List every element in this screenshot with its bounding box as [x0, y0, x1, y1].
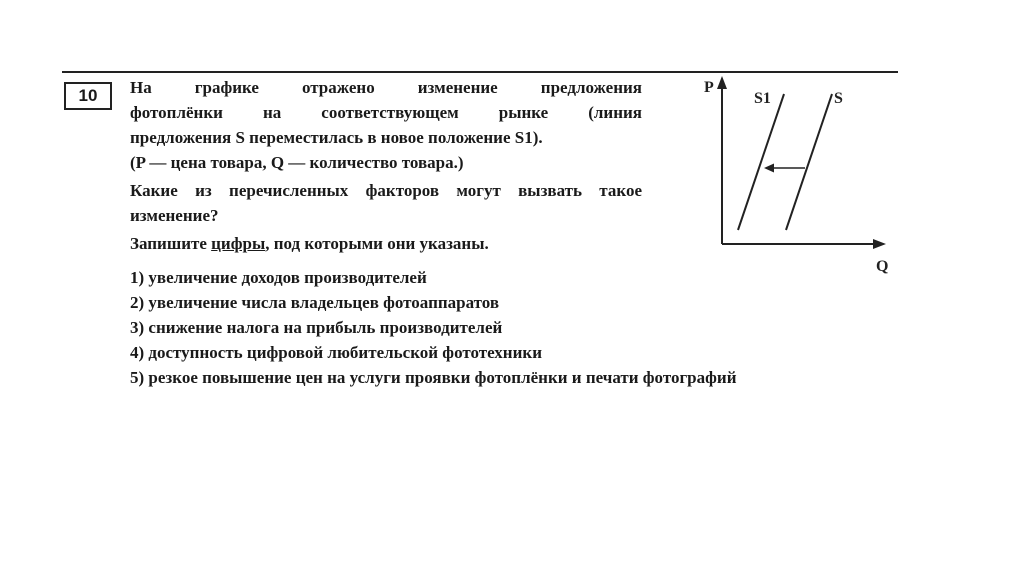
- supply-curve-s: [786, 94, 832, 230]
- curve-s1-label: S1: [754, 90, 771, 107]
- question-text: [130, 75, 642, 256]
- ask-line-1: Какие из перечисленных факторов могут вызвать такое: [130, 181, 642, 200]
- task-number-box: [64, 82, 112, 110]
- question-line-1: На графике отражено изменение предложения: [130, 78, 642, 97]
- option-5: 5) резкое повышение цен на услуги проявки фотоплёнки и печати фотографий: [130, 368, 737, 387]
- instruction-before: Запишите: [130, 234, 212, 253]
- ask-line-2: изменение?: [130, 206, 219, 225]
- instruction-emphasis: цифры: [211, 234, 266, 253]
- option-3: 3) снижение налога на прибыль производителей: [130, 318, 503, 337]
- supply-curve-s1: [738, 94, 784, 230]
- curve-s-label: S: [834, 90, 843, 107]
- option-1: 1) увеличение доходов производителей: [130, 268, 427, 287]
- x-axis-arrowhead: [873, 239, 886, 249]
- question-line-4: (P — цена товара, Q — количество товара.): [130, 153, 464, 172]
- y-axis-arrowhead: [717, 76, 727, 89]
- option-4: 4) доступность цифровой любительской фототехники: [130, 343, 542, 362]
- instruction-line: [130, 231, 642, 256]
- option-2: 2) увеличение числа владельцев фотоаппаратов: [130, 293, 500, 312]
- supply-shift-graph: [690, 72, 900, 287]
- shift-arrowhead: [764, 164, 774, 173]
- task-number: 10: [78, 86, 98, 105]
- x-axis-label: Q: [876, 258, 889, 275]
- y-axis-label: P: [704, 79, 714, 96]
- instruction-after: , под которыми они указаны.: [265, 234, 489, 253]
- question-line-3: предложения S переместилась в новое положение S1).: [130, 128, 543, 147]
- question-line-2: фотоплёнки на соответствующем рынке (линия: [130, 103, 642, 122]
